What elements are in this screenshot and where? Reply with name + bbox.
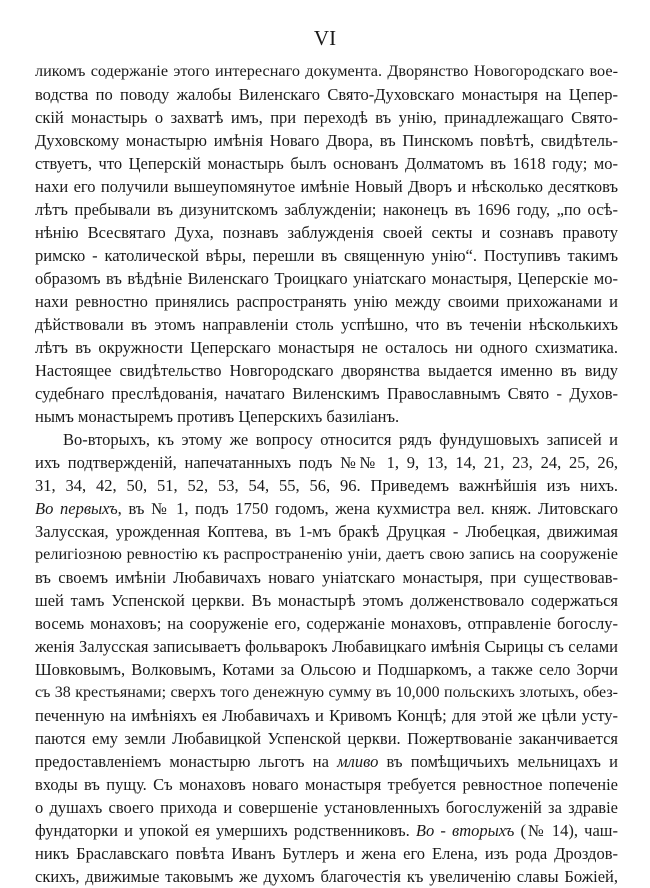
italic-text: Во - вторыхъ (415, 821, 515, 840)
text-line (35, 704, 618, 727)
text-segment: скій монастырь о захватѣ имъ, при переходѣ въ унію, принадлежащаго Свято- (35, 108, 618, 127)
text-line (35, 267, 618, 290)
text-line (35, 313, 618, 336)
text-line (35, 520, 618, 543)
text-line (35, 842, 618, 865)
text-line (35, 336, 618, 359)
text-line (35, 474, 618, 497)
italic-text: Во первыхъ (35, 499, 118, 518)
text-segment: женія Залусская записываетъ фольварокъ Любавицкаго имѣнія Сырицы съ селами (35, 637, 618, 656)
text-line (35, 727, 618, 750)
body-text (35, 60, 618, 888)
text-segment: римско - католической вѣры, перешли въ священную унію“. Поступивъ такимъ (35, 246, 618, 265)
text-segment: о душахъ своего прихода и совершеніе установленныхъ богослуженій за здравіе (35, 798, 618, 817)
text-segment: (№ 14), чаш- (514, 821, 618, 840)
text-segment: восемь монаховъ; на сооруженіе его, содержаніе монаховъ, отправленіе богослу- (35, 614, 618, 633)
text-line (35, 175, 618, 198)
text-segment: Во-вторыхъ, къ этому же вопросу относится рядъ фундушовыхъ записей и (63, 430, 618, 449)
text-line (35, 359, 618, 382)
text-segment: нымъ монастыремъ противъ Цеперскихъ базиліанъ. (35, 407, 400, 426)
text-line (35, 428, 618, 451)
text-line (35, 658, 618, 681)
text-line (35, 106, 618, 129)
text-segment: шей тамъ Успенской церкви. Въ монастырѣ этомъ долженствовало содержаться (35, 591, 618, 610)
text-line (35, 83, 618, 106)
text-segment: Настоящее свидѣтельство Новгородскаго дворянства выдается именно въ виду (35, 361, 618, 380)
text-segment: Шовковымъ, Волковымъ, Котами за Ольсою и Подшаркомъ, а также село Зорчи (35, 660, 618, 679)
text-segment: ствуетъ, что Цеперскій монастырь былъ основанъ Долматомъ въ 1618 году; мо- (35, 154, 618, 173)
text-segment: лѣтъ въ окружности Цеперскаго монастыря не осталось ни одного схизматика. (35, 338, 618, 357)
text-line (35, 566, 618, 589)
text-segment: входы въ пущу. Съ монаховъ новаго монастыря требуется ревностное попеченіе (35, 775, 618, 794)
text-segment: нахи его получили вышеупомянутое имѣніе Новый Дворъ и нѣсколько десятковъ (35, 177, 618, 196)
text-segment: въ помѣщичьихъ мельницахъ и (378, 752, 618, 771)
text-segment: нахи ревностно принялись распространять унію между своими прихожанами и (35, 292, 618, 311)
text-segment: лѣтъ пребывали въ дизунитскомъ заблужденіи; наконецъ въ 1696 году, „по осѣ- (35, 200, 618, 219)
text-line (35, 244, 618, 267)
text-segment: религіозною ревностію къ распространенію уніи, даетъ свою запись на сооруженіе (35, 545, 618, 563)
text-segment: никъ Браславскаго повѣта Иванъ Бутлеръ и жена его Елена, изъ рода Дроздов- (35, 844, 618, 863)
text-segment: судебнаго преслѣдованія, начатаго Виленскимъ Православнымъ Свято - Духов- (35, 384, 618, 403)
text-segment: печенную на имѣніяхъ ея Любавичахъ и Кривомъ Концѣ; для этой же цѣли усту- (35, 706, 618, 725)
text-segment: фундаторки и упокой ея умершихъ родственниковъ. (35, 821, 416, 840)
italic-text: мливо (337, 752, 379, 771)
text-line (35, 129, 618, 152)
text-segment: дѣйствовали въ этомъ направленіи столь успѣшно, что въ теченіи нѣсколькихъ (35, 315, 618, 334)
text-line (35, 405, 618, 428)
text-line (35, 750, 618, 773)
text-segment: Залусская, урожденная Коптева, въ 1-мъ бракѣ Друцкая - Любецкая, движимая (35, 522, 618, 541)
text-line (35, 796, 618, 819)
text-segment: въ своемъ имѣніи Любавичахъ новаго уніатскаго монастыря, при существовав- (35, 568, 618, 587)
text-segment: образомъ въ вѣдѣніе Виленскаго Троицкаго уніатскаго монастыря, Цеперскіе мо- (35, 269, 618, 288)
text-line (35, 290, 618, 313)
text-segment: предоставленіемъ монастырю льготъ на (35, 752, 338, 771)
text-segment: нѣнію Всесвятаго Духа, познавъ заблужденія своей секты и сознавъ правоту (35, 223, 618, 242)
text-line (35, 152, 618, 175)
text-line (35, 497, 618, 520)
text-segment: ликомъ содержаніе этого интереснаго документа. Дворянство Новогородскаго вое- (35, 62, 618, 80)
text-line (35, 451, 618, 474)
text-segment: ихъ подтвержденій, напечатанныхъ подъ №№ 1, 9, 13, 14, 21, 23, 24, 25, 26, (35, 453, 618, 472)
text-line (35, 543, 618, 566)
text-line (35, 635, 618, 658)
text-line (35, 382, 618, 405)
text-line (35, 773, 618, 796)
page-number: VI (313, 26, 337, 50)
text-line (35, 221, 618, 244)
text-line (35, 681, 618, 704)
text-line (35, 865, 618, 888)
text-line (35, 589, 618, 612)
text-segment: паются ему земли Любавицкой Успенской церкви. Пожертвованіе заканчивается (35, 729, 618, 748)
text-line (35, 612, 618, 635)
text-segment: , въ № 1, подъ 1750 годомъ, жена кухмистра вел. княж. Литовскаго (117, 499, 618, 518)
text-segment: водства по поводу жалобы Виленскаго Свято-Духовскаго монастыря на Цепер- (35, 85, 618, 104)
text-segment: Духовскому монастырю имѣнія Новаго Двора, въ Пинскомъ повѣтѣ, свидѣтель- (35, 131, 618, 150)
text-segment: 31, 34, 42, 50, 51, 52, 53, 54, 55, 56, 96. Приведемъ важнѣйшія изъ нихъ. (35, 476, 618, 495)
text-segment: съ 38 крестьянами; сверхъ того денежную сумму въ 10,000 польскихъ злотыхъ, обез- (35, 684, 618, 701)
text-line (35, 198, 618, 221)
text-line (35, 60, 618, 83)
text-segment: скихъ, движимые таковымъ же духомъ благочестія къ увеличенію славы Божіей, (35, 867, 618, 886)
text-line (35, 819, 618, 842)
